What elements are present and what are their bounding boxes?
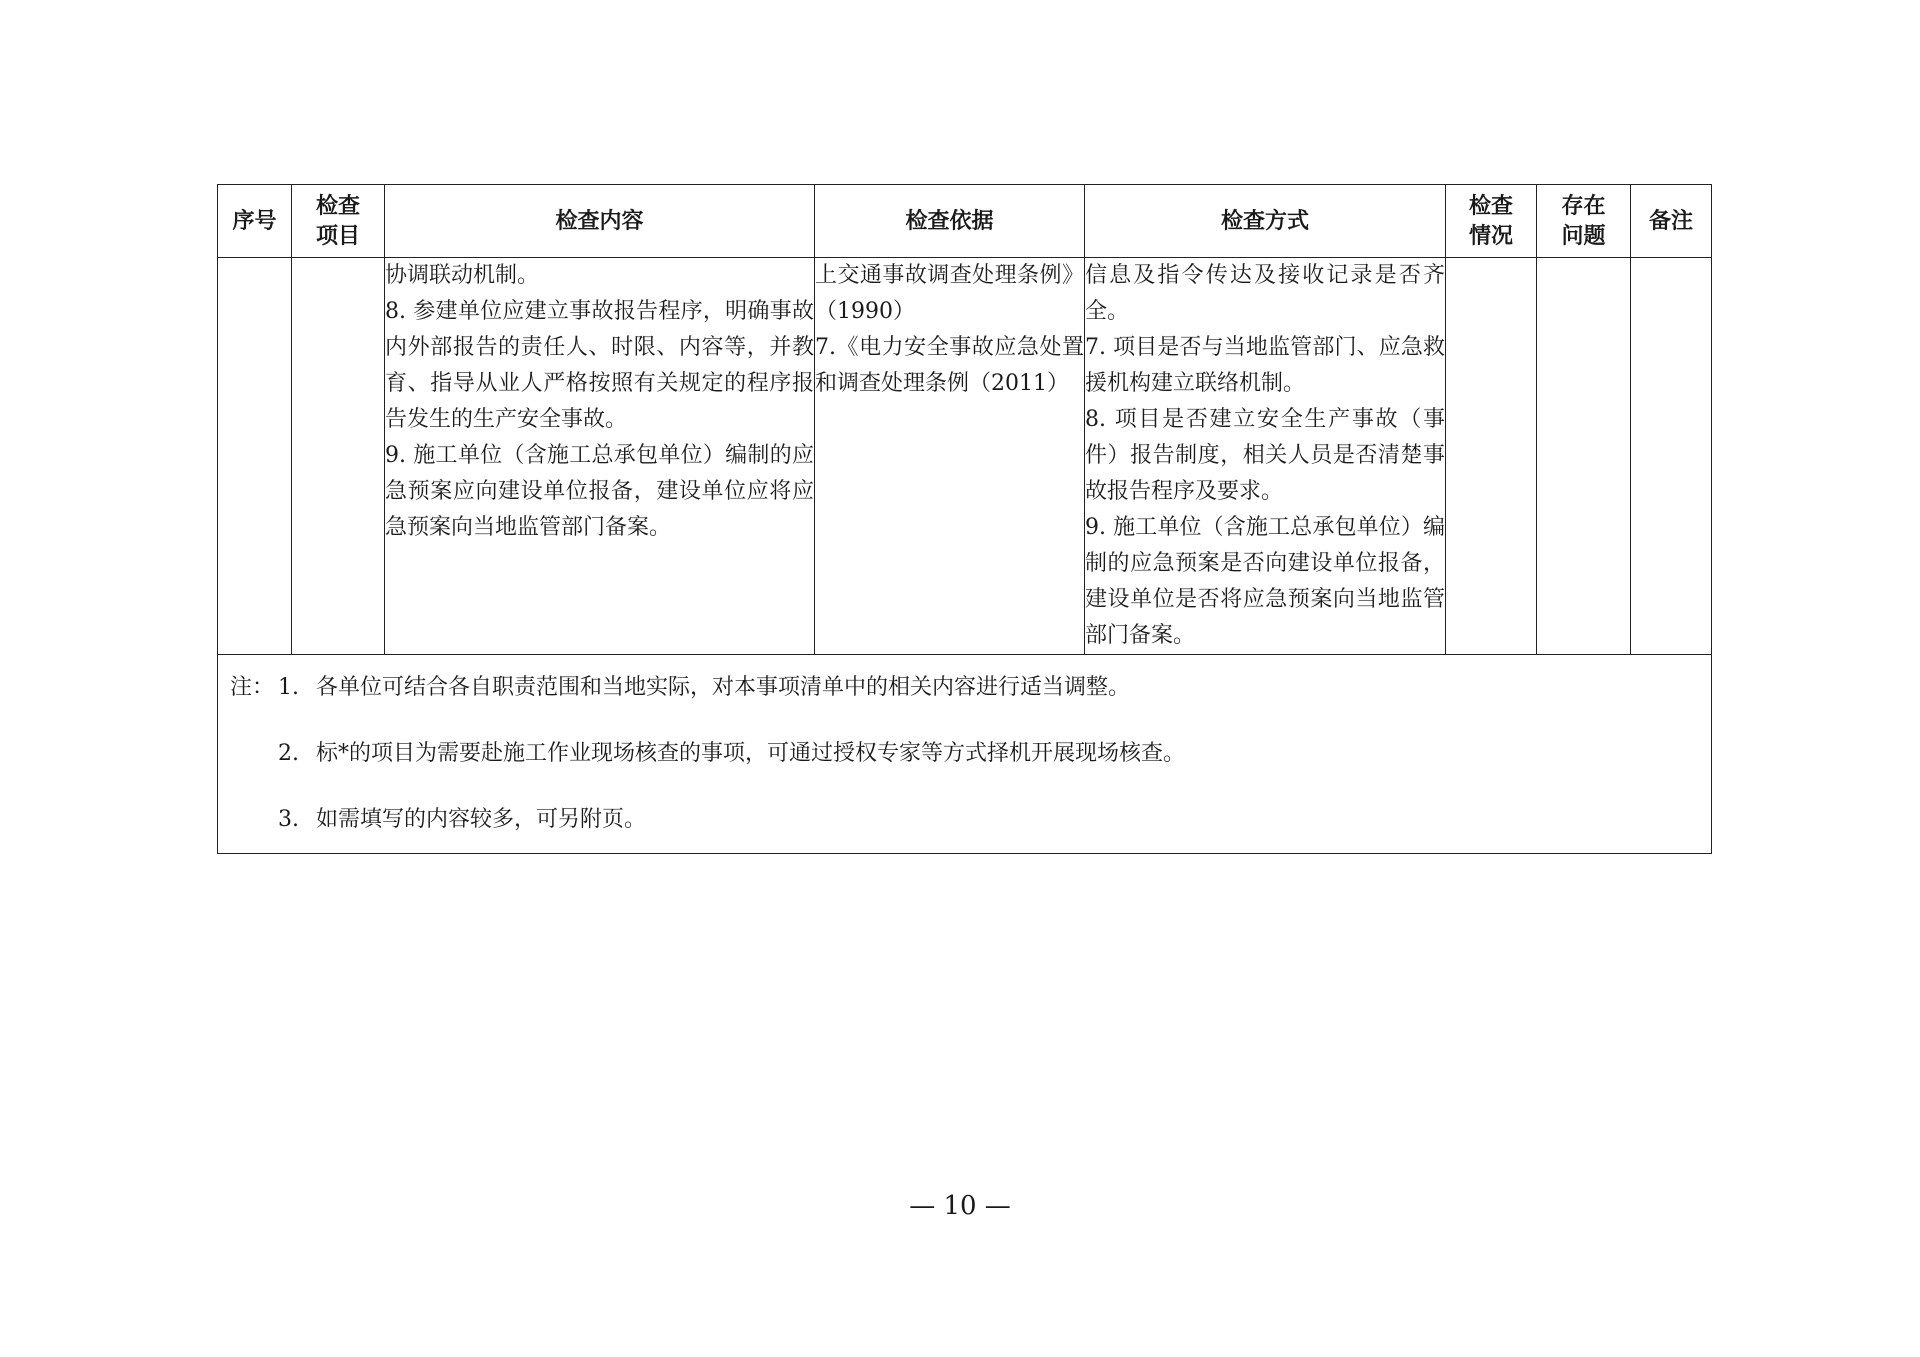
cell-basis [815,258,1085,655]
note-number: 1. [278,675,299,700]
method-line: 8. 项目是否建立安全生产事故（事件）报告制度，相关人员是否清楚事故报告程序及要求。 [1085,407,1445,504]
note-item [218,721,1711,787]
header-basis: 检查依据 [815,185,1085,258]
notes-row [218,655,1712,854]
header-content: 检查内容 [385,185,815,258]
content-line: 9. 施工单位（含施工总承包单位）编制的应急预案应向建设单位报备，建设单位应将应急预案向当地监管部门备案。 [385,443,814,540]
note-number: 2. [278,741,299,766]
header-situation: 检查情况 [1446,185,1537,258]
note-text: 各单位可结合各自职责范围和当地实际，对本事项清单中的相关内容进行适当调整。 [316,675,1131,700]
header-seq: 序号 [218,185,292,258]
cell-situation[interactable] [1446,258,1537,655]
header-item: 检查项目 [292,185,385,258]
table-row [218,258,1712,655]
table-header-row [218,185,1712,258]
note-number: 3. [278,807,299,832]
note-item [218,655,1711,721]
inspection-checklist-table [217,184,1712,854]
cell-content [385,258,815,655]
cell-seq [218,258,292,655]
header-remarks: 备注 [1631,185,1712,258]
note-text: 标*的项目为需要赴施工作业现场核查的事项，可通过授权专家等方式择机开展现场核查。 [316,741,1186,766]
note-prefix: 注： [230,675,275,700]
header-method: 检查方式 [1085,185,1446,258]
cell-item [292,258,385,655]
cell-problems[interactable] [1537,258,1631,655]
method-line: 9. 施工单位（含施工总承包单位）编制的应急预案是否向建设单位报备，建设单位是否将应急预案向当地监管部门备案。 [1085,515,1445,648]
note-text: 如需填写的内容较多，可另附页。 [316,807,647,832]
method-line: 7. 项目是否与当地监管部门、应急救援机构建立联络机制。 [1085,335,1445,396]
method-line: 信息及指令传达及接收记录是否齐全。 [1085,263,1445,324]
cell-method [1085,258,1446,655]
note-item [218,787,1711,853]
cell-remarks[interactable] [1631,258,1712,655]
notes-cell [218,655,1712,854]
basis-line: 7.《电力安全事故应急处置和调查处理条例（2011） [815,335,1084,396]
header-problems: 存在问题 [1537,185,1631,258]
content-line: 8. 参建单位应建立事故报告程序，明确事故内外部报告的责任人、时限、内容等，并教育、指导从业人严格按照有关规定的程序报告发生的生产安全事故。 [385,299,814,432]
basis-line: 上交通事故调查处理条例》（1990） [815,263,1084,324]
content-line: 协调联动机制。 [385,263,540,288]
page-number: — 10 — [909,1191,1011,1221]
